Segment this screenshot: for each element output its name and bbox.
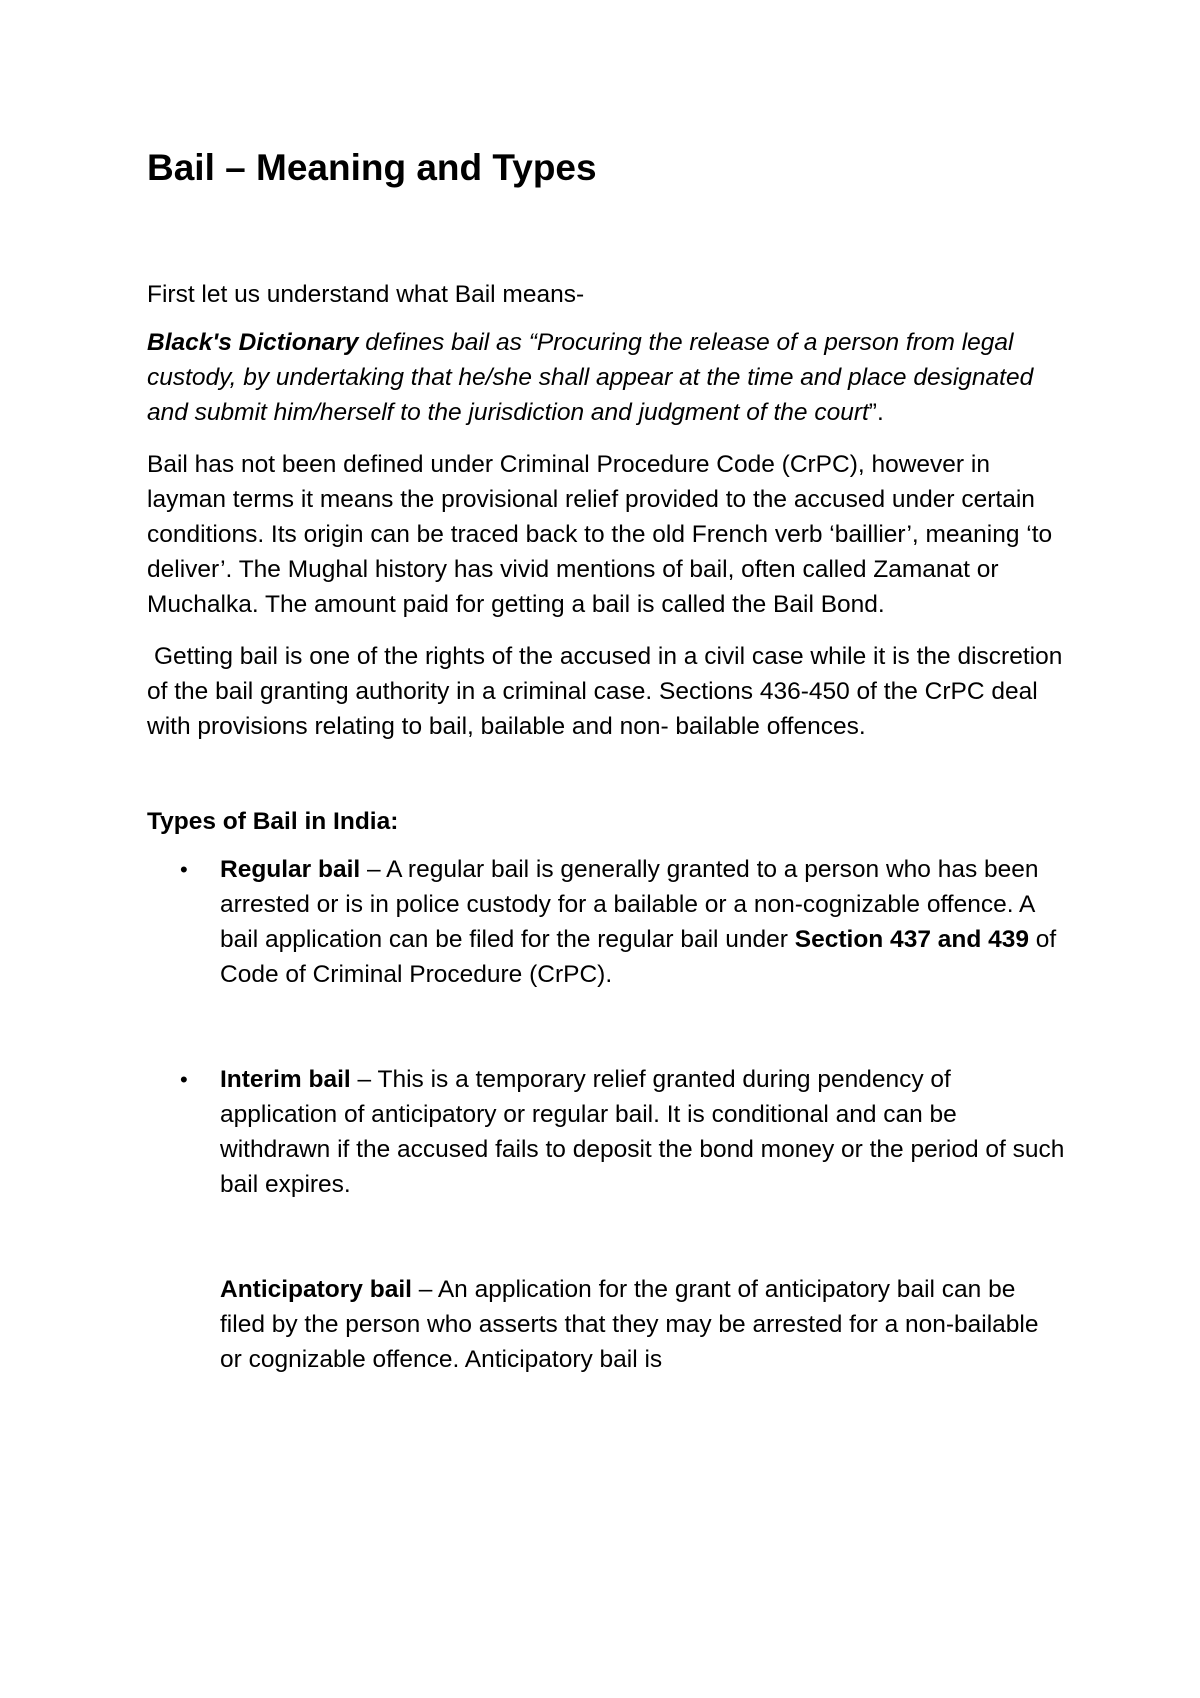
bail-rights-paragraph xyxy=(147,639,1067,744)
bullet-icon: • xyxy=(180,857,188,882)
type-separator: – xyxy=(350,1066,378,1093)
document-title: Bail – Meaning and Types xyxy=(147,147,597,188)
type-name: Interim bail xyxy=(220,1066,351,1093)
definition-tail: ”. xyxy=(868,399,884,426)
document-body xyxy=(147,277,1067,1377)
type-emphasis: Section 437 and 439 xyxy=(794,926,1029,953)
bail-types-list xyxy=(147,852,1067,1377)
definition-text: defines bail as “Procuring the release of a person from legal custody, by undertaking that he/she shall appear at the time and place designated and submit him/herself to the jurisdiction and judgment of the court xyxy=(147,329,1034,426)
bullet-icon: • xyxy=(180,1067,188,1092)
intro-paragraph: First let us understand what Bail means- xyxy=(147,281,585,308)
list-item-interim-bail xyxy=(147,1062,1067,1202)
type-text: This is a temporary relief granted during pendency of application of anticipatory or regular bail. It is conditional and can be withdrawn if the accused fails to deposit the bond money or the period of such bail expires. xyxy=(220,1066,1065,1198)
type-name: Anticipatory bail xyxy=(220,1276,412,1303)
type-text-after: of Code of Criminal Procedure (CrPC). xyxy=(220,926,1057,988)
type-text: A regular bail is generally granted to a person who has been arrested or is in police custody for a bailable or a non-cognizable offence. A bail application can be filed for the regular bail under xyxy=(220,856,1039,953)
definition-paragraph xyxy=(147,325,1067,430)
list-item-anticipatory-bail xyxy=(147,1272,1067,1377)
bail-rights-text: Getting bail is one of the rights of the accused in a civil case while it is the discretion of the bail granting authority in a criminal case. Sections 436-450 of the CrPC deal with provisions relating to bail, bailable and non- bailable offences. xyxy=(147,643,1063,740)
types-heading: Types of Bail in India: xyxy=(147,808,399,835)
bail-definition-paragraph: Bail has not been defined under Criminal Procedure Code (CrPC), however in layman terms it means the provisional relief provided to the accused under certain conditions. Its origin can be traced back to the old French verb ‘baillier’, meaning ‘to deliver’. The Mughal history has vivid mentions of bail, often called Zamanat or Muchalka. The amount paid for getting a bail is called the Bail Bond. xyxy=(147,451,1053,618)
definition-term: Black's Dictionary xyxy=(147,329,359,356)
type-separator: – xyxy=(411,1276,438,1303)
type-text: An application for the grant of anticipatory bail can be filed by the person who asserts that they may be arrested for a non-bailable or cognizable offence. Anticipatory bail is xyxy=(220,1276,1039,1373)
list-item-regular-bail xyxy=(147,852,1067,992)
type-separator: – xyxy=(360,856,387,883)
type-name: Regular bail xyxy=(220,856,361,883)
